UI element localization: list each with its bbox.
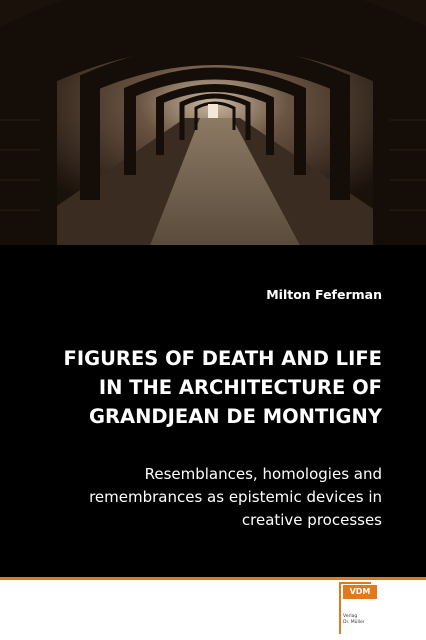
logo-line-1: Verlag [343,614,358,619]
logo-line-2: Dr. Müller [343,620,365,625]
arcade-illustration [0,0,426,245]
logo-badge: VDM [343,585,377,599]
book-subtitle: Resemblances, homologies and remembrances as epistemic devices in creative processes [89,465,382,529]
cover-photo-brick-arches [0,0,426,245]
logo-caption [343,614,375,626]
author-name: Milton Feferman [266,287,382,302]
book-title: FIGURES OF DEATH AND LIFE IN THE ARCHITECTURE OF GRANDJEAN DE MONTIGNY [63,347,382,428]
publisher-logo [339,582,379,636]
